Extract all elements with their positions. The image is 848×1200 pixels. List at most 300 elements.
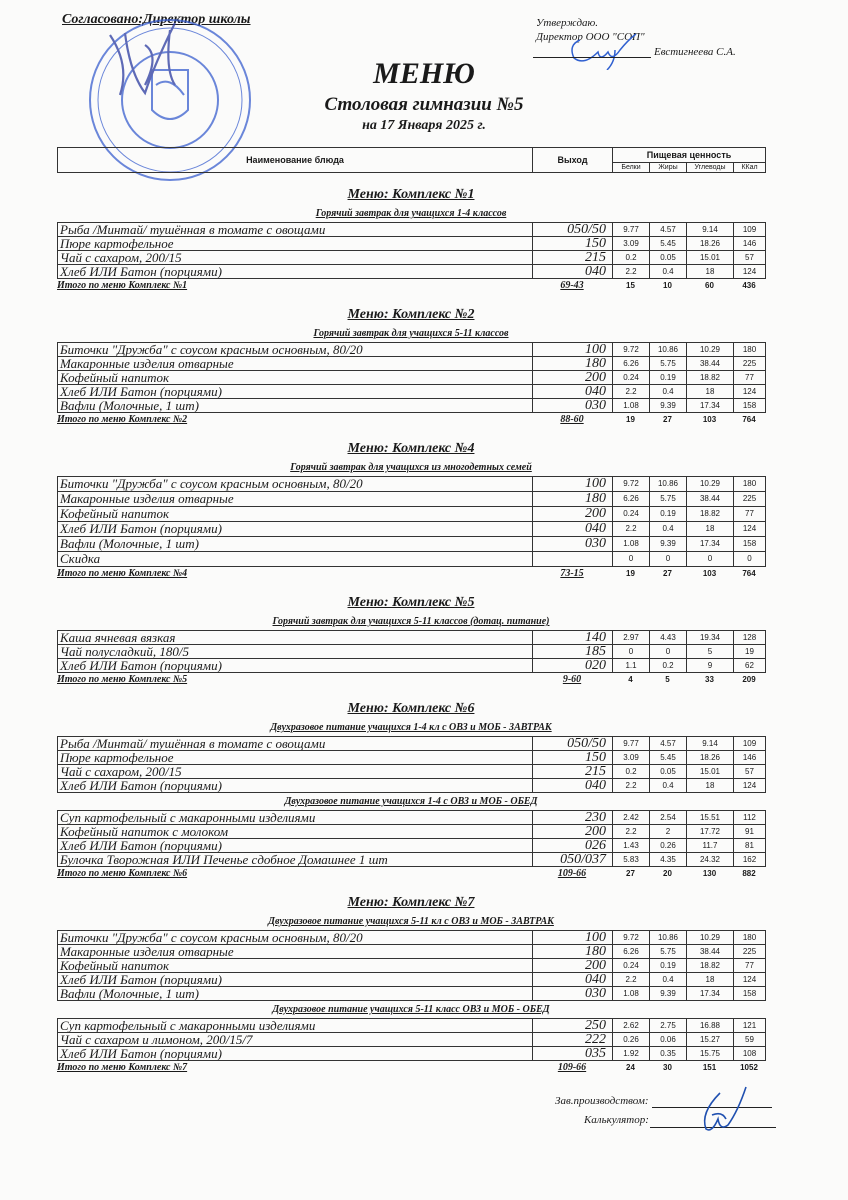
dish-name: Хлеб ИЛИ Батон (порциями) [58, 839, 533, 853]
dish-output: 200 [533, 825, 613, 839]
section-title: Меню: Комплекс №6 [347, 701, 475, 716]
dish-output: 040 [533, 522, 613, 537]
total-carbs: 103 [702, 569, 717, 578]
proteins: 0.24 [613, 371, 650, 385]
total-table [57, 673, 765, 687]
fats: 5.75 [650, 492, 687, 507]
kcal: 124 [734, 265, 766, 279]
kcal: 19 [734, 645, 766, 659]
table-row [58, 839, 766, 853]
table-row [58, 522, 766, 537]
total-proteins: 15 [626, 281, 635, 290]
table-row [58, 265, 766, 279]
kcal: 62 [734, 659, 766, 673]
dish-name: Чай полусладкий, 180/5 [58, 645, 533, 659]
carbs: 18.82 [687, 959, 734, 973]
table-row [58, 765, 766, 779]
fats: 0 [650, 645, 687, 659]
carbs: 15.27 [687, 1033, 734, 1047]
total-output: 9-60 [562, 674, 582, 685]
fats: 0.19 [650, 959, 687, 973]
total-row [57, 413, 765, 427]
fats: 5.75 [650, 945, 687, 959]
kcal: 180 [734, 343, 766, 357]
carbs: 17.72 [687, 825, 734, 839]
table-row [58, 853, 766, 867]
table-row [58, 631, 766, 645]
fats: 2.75 [650, 1019, 687, 1033]
total-kcal: 209 [742, 675, 756, 684]
dish-output: 035 [533, 1047, 613, 1061]
kcal: 109 [734, 737, 766, 751]
dish-name: Кофейный напиток [58, 371, 533, 385]
fats: 9.39 [650, 987, 687, 1001]
dish-name: Скидка [58, 552, 533, 567]
dish-output: 040 [533, 265, 613, 279]
proteins: 1.08 [613, 399, 650, 413]
table-row [58, 399, 766, 413]
proteins: 2.2 [613, 522, 650, 537]
proteins: 6.26 [613, 945, 650, 959]
kcal: 57 [734, 765, 766, 779]
total-carbs: 103 [702, 415, 717, 424]
total-proteins: 4 [628, 675, 633, 684]
total-kcal: 882 [742, 869, 756, 878]
dish-name: Хлеб ИЛИ Батон (порциями) [58, 265, 533, 279]
dish-output: 050/50 [533, 223, 613, 237]
carbs: 18 [687, 265, 734, 279]
proteins: 9.77 [613, 223, 650, 237]
proteins: 2.2 [613, 825, 650, 839]
menu-section [57, 293, 765, 427]
proteins: 0 [613, 645, 650, 659]
total-row [57, 279, 765, 293]
total-proteins: 24 [626, 1063, 635, 1072]
dish-name: Суп картофельный с макаронными изделиями [58, 1019, 533, 1033]
total-carbs: 33 [705, 675, 714, 684]
kcal: 112 [734, 811, 766, 825]
dish-output: 180 [533, 357, 613, 371]
carbs: 10.29 [687, 931, 734, 945]
dish-output: 100 [533, 477, 613, 492]
dish-name: Биточки "Дружба" с соусом красным основным, 80/20 [58, 477, 533, 492]
menu-section [57, 687, 765, 881]
table-row [58, 931, 766, 945]
dish-table [57, 222, 766, 279]
dish-table [57, 810, 766, 867]
dish-output: 185 [533, 645, 613, 659]
approve-line-1: Утверждаю. [536, 17, 599, 29]
proteins: 9.72 [613, 477, 650, 492]
total-name: Итого по меню Комплекс №1 [57, 280, 188, 291]
menu-section [57, 581, 765, 687]
carbs: 19.34 [687, 631, 734, 645]
fats: 0.4 [650, 973, 687, 987]
total-fats: 20 [663, 869, 672, 878]
total-output: 109-66 [557, 868, 587, 879]
carbs: 15.01 [687, 251, 734, 265]
dish-name: Макаронные изделия отварные [58, 357, 533, 371]
calculator-label: Калькулятор: [584, 1114, 649, 1126]
col-proteins: Белки [613, 163, 650, 173]
carbs: 17.34 [687, 987, 734, 1001]
total-carbs: 151 [702, 1063, 717, 1072]
total-table [57, 867, 765, 881]
group-subtitle: Двухразовое питание учащихся 5-11 кл с ОВЗ и МОБ - ЗАВТРАК [268, 916, 554, 927]
proteins: 1.92 [613, 1047, 650, 1061]
carbs: 9.14 [687, 223, 734, 237]
total-name: Итого по меню Комплекс №4 [57, 568, 188, 579]
dish-name: Макаронные изделия отварные [58, 945, 533, 959]
table-row [58, 385, 766, 399]
fats: 0.19 [650, 507, 687, 522]
fats: 10.86 [650, 343, 687, 357]
dish-output: 030 [533, 987, 613, 1001]
kcal: 124 [734, 522, 766, 537]
table-row [58, 945, 766, 959]
dish-output: 200 [533, 371, 613, 385]
dish-output: 150 [533, 751, 613, 765]
carbs: 17.34 [687, 537, 734, 552]
dish-name: Чай с сахаром, 200/15 [58, 765, 533, 779]
table-row [58, 811, 766, 825]
total-proteins: 27 [626, 869, 635, 878]
proteins: 2.2 [613, 779, 650, 793]
total-row [57, 567, 765, 581]
kcal: 180 [734, 931, 766, 945]
kcal: 57 [734, 251, 766, 265]
table-row [58, 1047, 766, 1061]
table-row [58, 959, 766, 973]
proteins: 1.43 [613, 839, 650, 853]
fats: 5.45 [650, 237, 687, 251]
table-row [58, 552, 766, 567]
dish-name: Биточки "Дружба" с соусом красным основным, 80/20 [58, 931, 533, 945]
table-row [58, 645, 766, 659]
col-carbs: Углеводы [687, 163, 734, 173]
total-kcal: 764 [742, 415, 756, 424]
dish-output: 100 [533, 343, 613, 357]
section-title: Меню: Комплекс №7 [347, 895, 475, 910]
dish-output: 100 [533, 931, 613, 945]
dish-name: Биточки "Дружба" с соусом красным основным, 80/20 [58, 343, 533, 357]
kcal: 124 [734, 973, 766, 987]
dish-table [57, 476, 766, 567]
menu-section [57, 427, 765, 581]
table-row [58, 507, 766, 522]
approver-name: Евстигнеева С.А. [654, 46, 736, 58]
carbs: 9 [687, 659, 734, 673]
proteins: 2.62 [613, 1019, 650, 1033]
table-row [58, 357, 766, 371]
canteen-name: Столовая гимназии №5 [324, 94, 524, 115]
kcal: 146 [734, 751, 766, 765]
dish-name: Хлеб ИЛИ Батон (порциями) [58, 1047, 533, 1061]
carbs: 15.01 [687, 765, 734, 779]
carbs: 38.44 [687, 357, 734, 371]
carbs: 18 [687, 522, 734, 537]
proteins: 2.2 [613, 385, 650, 399]
column-header [57, 147, 766, 173]
table-row [58, 825, 766, 839]
menu-section [57, 173, 765, 293]
proteins: 6.26 [613, 357, 650, 371]
dish-output: 040 [533, 973, 613, 987]
total-table [57, 279, 765, 293]
kcal: 225 [734, 492, 766, 507]
proteins: 0 [613, 552, 650, 567]
carbs: 15.75 [687, 1047, 734, 1061]
proteins: 1.08 [613, 537, 650, 552]
fats: 0 [650, 552, 687, 567]
dish-table [57, 342, 766, 413]
total-fats: 10 [663, 281, 672, 290]
carbs: 11.7 [687, 839, 734, 853]
kcal: 225 [734, 945, 766, 959]
section-title: Меню: Комплекс №4 [347, 441, 475, 456]
proteins: 2.42 [613, 811, 650, 825]
carbs: 18.82 [687, 507, 734, 522]
dish-name: Хлеб ИЛИ Батон (порциями) [58, 779, 533, 793]
kcal: 108 [734, 1047, 766, 1061]
kcal: 77 [734, 371, 766, 385]
fats: 4.57 [650, 223, 687, 237]
table-row [58, 251, 766, 265]
section-title: Меню: Комплекс №1 [347, 187, 475, 202]
kcal: 91 [734, 825, 766, 839]
kcal: 77 [734, 507, 766, 522]
proteins: 5.83 [613, 853, 650, 867]
dish-output: 250 [533, 1019, 613, 1033]
dish-output: 140 [533, 631, 613, 645]
fats: 9.39 [650, 537, 687, 552]
fats: 0.4 [650, 385, 687, 399]
dish-name: Рыба /Минтай/ тушённая в томате с овощами [58, 737, 533, 751]
dish-output: 026 [533, 839, 613, 853]
dish-output: 222 [533, 1033, 613, 1047]
carbs: 18 [687, 973, 734, 987]
total-table [57, 567, 765, 581]
dish-table [57, 1018, 766, 1061]
total-table [57, 1061, 765, 1075]
kcal: 124 [734, 779, 766, 793]
section-title: Меню: Комплекс №2 [347, 307, 475, 322]
col-kcal: ККал [734, 163, 766, 173]
kcal: 225 [734, 357, 766, 371]
dish-table [57, 630, 766, 673]
calculator-signature [690, 1085, 750, 1133]
total-name: Итого по меню Комплекс №5 [57, 674, 188, 685]
proteins: 9.72 [613, 343, 650, 357]
carbs: 18 [687, 385, 734, 399]
carbs: 16.88 [687, 1019, 734, 1033]
total-fats: 27 [663, 569, 672, 578]
proteins: 9.77 [613, 737, 650, 751]
proteins: 3.09 [613, 237, 650, 251]
total-output: 73-15 [560, 568, 584, 579]
group-subtitle: Горячий завтрак для учащихся 5-11 классов [313, 328, 509, 339]
kcal: 128 [734, 631, 766, 645]
total-fats: 27 [663, 415, 672, 424]
kcal: 146 [734, 237, 766, 251]
dish-name: Хлеб ИЛИ Батон (порциями) [58, 659, 533, 673]
dish-output [533, 552, 613, 567]
total-row [57, 867, 765, 881]
fats: 0.2 [650, 659, 687, 673]
dish-name: Каша ячневая вязкая [58, 631, 533, 645]
dish-name: Пюре картофельное [58, 237, 533, 251]
proteins: 3.09 [613, 751, 650, 765]
dish-name: Хлеб ИЛИ Батон (порциями) [58, 973, 533, 987]
group-subtitle: Горячий завтрак для учащихся 5-11 классов (дотац. питание) [272, 616, 550, 627]
table-row [58, 751, 766, 765]
group-subtitle: Двухразовое питание учащихся 5-11 класс ОВЗ и МОБ - ОБЕД [272, 1004, 550, 1015]
total-table [57, 413, 765, 427]
total-output: 69-43 [560, 280, 584, 291]
table-row [58, 973, 766, 987]
dish-output: 200 [533, 959, 613, 973]
dish-output: 150 [533, 237, 613, 251]
col-name: Наименование блюда [58, 148, 533, 173]
carbs: 15.51 [687, 811, 734, 825]
dish-name: Булочка Творожная ИЛИ Печенье сдобное Домашнее 1 шт [58, 853, 533, 867]
kcal: 180 [734, 477, 766, 492]
proteins: 2.97 [613, 631, 650, 645]
menu-document [57, 147, 765, 1075]
dish-name: Чай с сахаром и лимоном, 200/15/7 [58, 1033, 533, 1047]
group-subtitle: Горячий завтрак для учащихся 1-4 классов [315, 208, 507, 219]
fats: 0.06 [650, 1033, 687, 1047]
carbs: 17.34 [687, 399, 734, 413]
dish-table [57, 736, 766, 793]
table-row [58, 343, 766, 357]
header-agreed: Согласовано:Директор школы [62, 12, 251, 27]
carbs: 18 [687, 779, 734, 793]
total-name: Итого по меню Комплекс №2 [57, 414, 188, 425]
carbs: 18.82 [687, 371, 734, 385]
kcal: 162 [734, 853, 766, 867]
proteins: 1.1 [613, 659, 650, 673]
kcal: 158 [734, 987, 766, 1001]
dish-output: 215 [533, 765, 613, 779]
dish-table [57, 930, 766, 1001]
dish-output: 230 [533, 811, 613, 825]
kcal: 59 [734, 1033, 766, 1047]
table-row [58, 237, 766, 251]
fats: 0.4 [650, 522, 687, 537]
menu-sections [57, 173, 765, 1075]
total-output: 88-60 [560, 414, 584, 425]
col-nutrition: Пищевая ценность [613, 148, 766, 163]
table-row [58, 477, 766, 492]
total-fats: 30 [663, 1063, 672, 1072]
proteins: 0.2 [613, 765, 650, 779]
fats: 4.57 [650, 737, 687, 751]
dish-output: 200 [533, 507, 613, 522]
dish-name: Кофейный напиток с молоком [58, 825, 533, 839]
fats: 0.35 [650, 1047, 687, 1061]
total-name: Итого по меню Комплекс №7 [57, 1062, 188, 1073]
proteins: 1.08 [613, 987, 650, 1001]
dish-name: Суп картофельный с макаронными изделиями [58, 811, 533, 825]
kcal: 121 [734, 1019, 766, 1033]
total-row [57, 673, 765, 687]
group-subtitle: Двухразовое питание учащихся 1-4 кл с ОВЗ и МОБ - ЗАВТРАК [270, 722, 552, 733]
dish-name: Кофейный напиток [58, 959, 533, 973]
dish-output: 180 [533, 492, 613, 507]
dish-output: 020 [533, 659, 613, 673]
proteins: 9.72 [613, 931, 650, 945]
col-fats: Жиры [650, 163, 687, 173]
proteins: 0.26 [613, 1033, 650, 1047]
page-title: МЕНЮ [373, 57, 475, 90]
carbs: 18.26 [687, 237, 734, 251]
dish-name: Кофейный напиток [58, 507, 533, 522]
dish-name: Хлеб ИЛИ Батон (порциями) [58, 522, 533, 537]
carbs: 38.44 [687, 492, 734, 507]
carbs: 38.44 [687, 945, 734, 959]
total-kcal: 1052 [740, 1063, 758, 1072]
production-head-label: Зав.производством: [555, 1095, 649, 1107]
carbs: 9.14 [687, 737, 734, 751]
menu-section [57, 881, 765, 1075]
fats: 10.86 [650, 477, 687, 492]
proteins: 0.24 [613, 959, 650, 973]
total-proteins: 19 [626, 415, 635, 424]
fats: 9.39 [650, 399, 687, 413]
total-fats: 5 [665, 675, 670, 684]
dish-name: Вафли (Молочные, 1 шт) [58, 399, 533, 413]
proteins: 0.24 [613, 507, 650, 522]
dish-name: Пюре картофельное [58, 751, 533, 765]
kcal: 158 [734, 399, 766, 413]
fats: 2.54 [650, 811, 687, 825]
carbs: 10.29 [687, 343, 734, 357]
total-kcal: 436 [742, 281, 756, 290]
total-carbs: 130 [702, 869, 717, 878]
total-carbs: 60 [705, 281, 714, 290]
table-row [58, 779, 766, 793]
table-row [58, 987, 766, 1001]
total-name: Итого по меню Комплекс №6 [57, 868, 188, 879]
fats: 0.26 [650, 839, 687, 853]
fats: 0.05 [650, 765, 687, 779]
fats: 0.05 [650, 251, 687, 265]
approve-line-2: Директор ООО "СОП" [536, 31, 645, 43]
total-proteins: 19 [626, 569, 635, 578]
carbs: 10.29 [687, 477, 734, 492]
kcal: 81 [734, 839, 766, 853]
total-kcal: 764 [742, 569, 756, 578]
fats: 10.86 [650, 931, 687, 945]
carbs: 24.32 [687, 853, 734, 867]
dish-output: 050/037 [533, 853, 613, 867]
dish-output: 040 [533, 779, 613, 793]
dish-output: 030 [533, 537, 613, 552]
dish-name: Макаронные изделия отварные [58, 492, 533, 507]
group-subtitle: Горячий завтрак для учащихся из многодетных семей [290, 462, 532, 473]
fats: 2 [650, 825, 687, 839]
dish-output: 180 [533, 945, 613, 959]
carbs: 0 [687, 552, 734, 567]
kcal: 158 [734, 537, 766, 552]
table-row [58, 659, 766, 673]
table-row [58, 737, 766, 751]
kcal: 0 [734, 552, 766, 567]
dish-output: 050/50 [533, 737, 613, 751]
col-output: Выход [533, 148, 613, 173]
dish-name: Вафли (Молочные, 1 шт) [58, 987, 533, 1001]
